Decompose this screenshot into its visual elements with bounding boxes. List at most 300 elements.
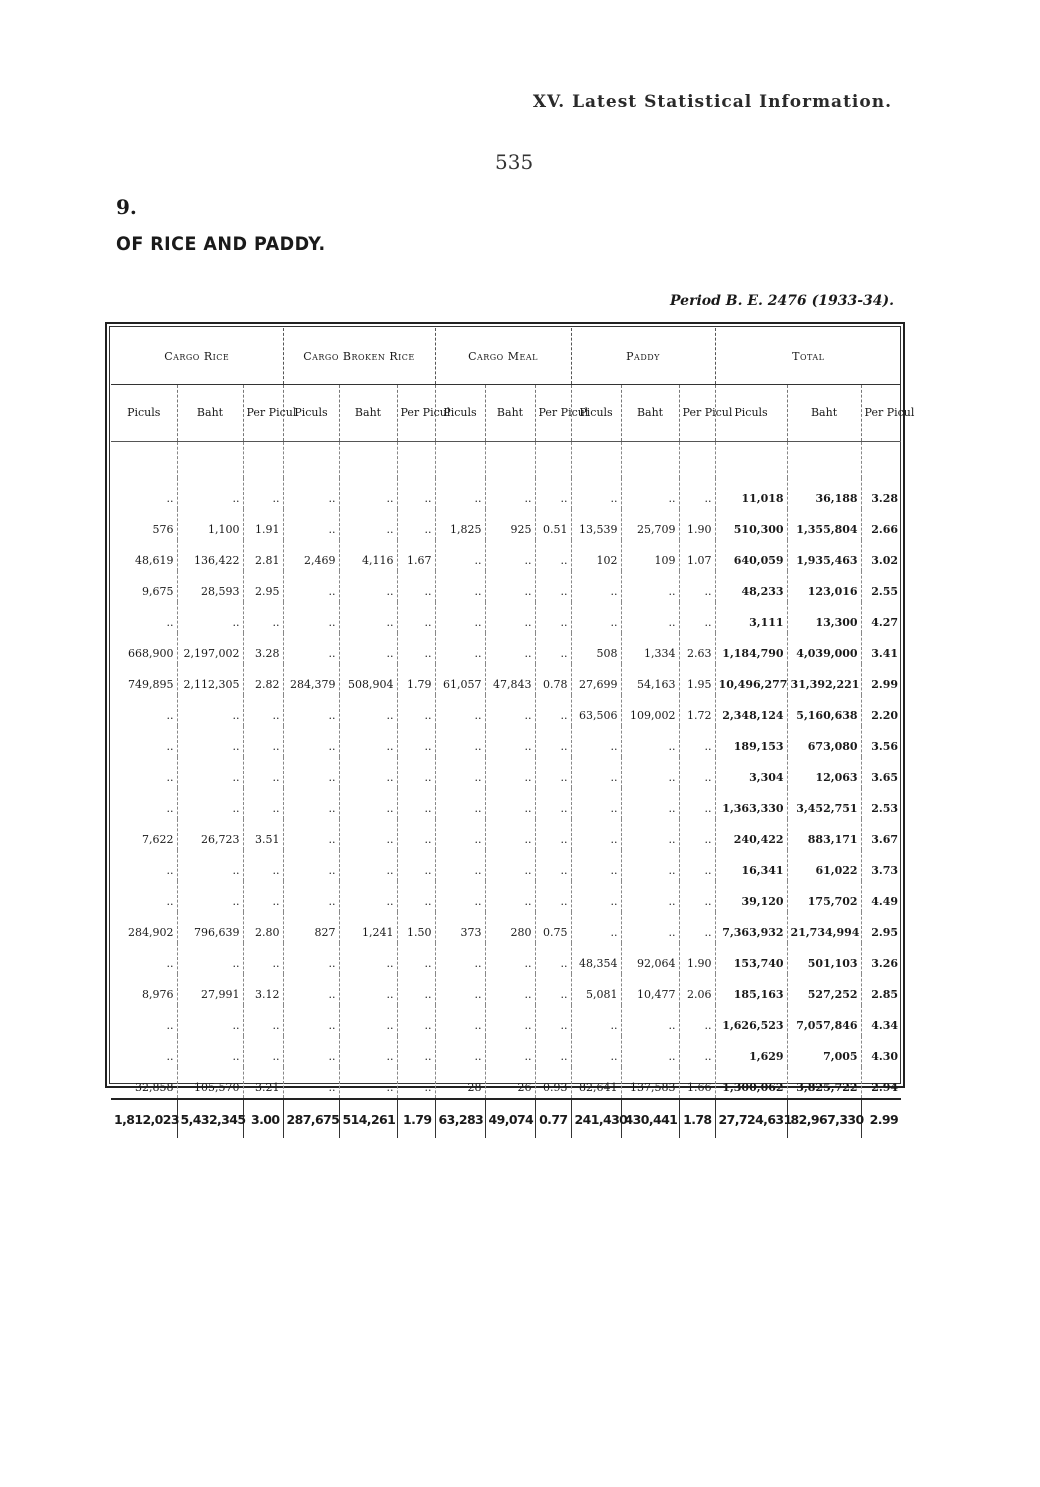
- table-cell: ..: [243, 757, 283, 788]
- table-cell: ..: [571, 1005, 621, 1036]
- table-cell: ..: [485, 850, 535, 881]
- column-header: Piculs: [435, 385, 485, 442]
- table-cell: ..: [679, 571, 715, 602]
- table-cell: ..: [339, 1067, 397, 1099]
- table-cell: ..: [111, 850, 177, 881]
- table-cell: ..: [485, 1005, 535, 1036]
- table-cell: 109: [621, 540, 679, 571]
- table-cell: ..: [339, 881, 397, 912]
- table-cell: 7,622: [111, 819, 177, 850]
- table-cell: ..: [339, 571, 397, 602]
- column-header: Piculs: [283, 385, 339, 442]
- column-header: Per Picul: [861, 385, 901, 442]
- table-cell: ..: [243, 788, 283, 819]
- table-cell: ..: [485, 788, 535, 819]
- table-cell: 3.26: [871, 957, 899, 970]
- table-cell: ..: [571, 757, 621, 788]
- table-cell: 137,583: [621, 1067, 679, 1099]
- table-cell: ..: [177, 726, 243, 757]
- table-cell: ..: [339, 757, 397, 788]
- spacer-row: [111, 442, 901, 479]
- table-cell: ..: [339, 478, 397, 509]
- table-cell: 1.66: [679, 1067, 715, 1099]
- total-cell: 1,812,023: [111, 1099, 177, 1138]
- table-cell: ..: [571, 602, 621, 633]
- running-head: XV. Latest Statistical Information.: [532, 92, 892, 112]
- table-cell: ..: [535, 1005, 571, 1036]
- total-cell: 49,074: [485, 1099, 535, 1138]
- table-cell: ..: [283, 943, 339, 974]
- table-row: [111, 509, 901, 540]
- table-cell: ..: [485, 819, 535, 850]
- table-cell: 25,709: [621, 509, 679, 540]
- total-cell: 5,432,345: [177, 1099, 243, 1138]
- table-cell: 749,895: [111, 664, 177, 695]
- table-cell: ..: [177, 788, 243, 819]
- table-cell: ..: [535, 726, 571, 757]
- table-row: [111, 881, 901, 912]
- page-number: 535: [495, 150, 534, 174]
- table-cell: 284,902: [111, 912, 177, 943]
- table-cell: 61,022: [787, 850, 861, 881]
- table-cell: ..: [679, 726, 715, 757]
- table-cell: 3.41: [871, 647, 899, 660]
- table-cell: ..: [111, 602, 177, 633]
- table-cell: 3.12: [243, 974, 283, 1005]
- table-cell: 3.51: [243, 819, 283, 850]
- table-cell: 2,469: [283, 540, 339, 571]
- table-cell: ..: [435, 726, 485, 757]
- table-cell: ..: [339, 1036, 397, 1067]
- table-cell: ..: [283, 819, 339, 850]
- table-cell: ..: [397, 602, 435, 633]
- table-cell: ..: [339, 819, 397, 850]
- table-cell: ..: [177, 881, 243, 912]
- table-cell: 9,675: [111, 571, 177, 602]
- table-cell: 280: [485, 912, 535, 943]
- table-cell: 2.06: [679, 974, 715, 1005]
- table-cell: 27,991: [177, 974, 243, 1005]
- table-cell: 109,002: [621, 695, 679, 726]
- table-cell: ..: [283, 726, 339, 757]
- table-row: [111, 819, 901, 850]
- table-cell: ..: [283, 602, 339, 633]
- table-cell: 508,904: [339, 664, 397, 695]
- column-header: Per Picul: [397, 385, 435, 442]
- table-cell: ..: [111, 881, 177, 912]
- table-cell: ..: [679, 819, 715, 850]
- table-cell: 2.94: [871, 1081, 899, 1094]
- table-cell: ..: [397, 881, 435, 912]
- table-cell: ..: [571, 850, 621, 881]
- table-cell: 796,639: [177, 912, 243, 943]
- table-cell: 640,059: [715, 540, 787, 571]
- table-cell: 0.78: [535, 664, 571, 695]
- table-cell: ..: [397, 757, 435, 788]
- table-cell: 2.63: [679, 633, 715, 664]
- statistics-table-frame: [105, 322, 915, 1127]
- table-cell: 5,081: [571, 974, 621, 1005]
- table-cell: 13,300: [787, 602, 861, 633]
- table-cell: 1.95: [679, 664, 715, 695]
- table-cell: ..: [485, 478, 535, 509]
- table-cell: ..: [339, 726, 397, 757]
- total-cell: 82,967,330: [787, 1099, 861, 1138]
- group-header-paddy: Paddy: [571, 328, 715, 385]
- table-cell: ..: [679, 602, 715, 633]
- table-cell: ..: [283, 1036, 339, 1067]
- table-cell: ..: [243, 602, 283, 633]
- table-cell: 925: [485, 509, 535, 540]
- table-cell: ..: [621, 819, 679, 850]
- table-cell: 39,120: [715, 881, 787, 912]
- table-cell: ..: [243, 1036, 283, 1067]
- table-cell: ..: [621, 602, 679, 633]
- table-cell: 1.72: [679, 695, 715, 726]
- table-cell: 1.67: [397, 540, 435, 571]
- table-cell: ..: [397, 943, 435, 974]
- column-header: Piculs: [571, 385, 621, 442]
- table-cell: 1,935,463: [787, 540, 861, 571]
- table-row: [111, 757, 901, 788]
- table-cell: ..: [397, 726, 435, 757]
- table-cell: 102: [571, 540, 621, 571]
- table-cell: 2.66: [871, 523, 899, 536]
- table-cell: 32,858: [111, 1067, 177, 1099]
- table-cell: 61,057: [435, 664, 485, 695]
- table-cell: ..: [621, 912, 679, 943]
- table-cell: ..: [535, 974, 571, 1005]
- table-cell: 3.65: [871, 771, 899, 784]
- section-number: 9.: [116, 195, 137, 219]
- table-cell: 3,111: [715, 602, 787, 633]
- table-row: [111, 912, 901, 943]
- table-cell: ..: [571, 726, 621, 757]
- total-cell: 1.79: [397, 1099, 435, 1138]
- table-cell: ..: [435, 540, 485, 571]
- table-cell: 2,112,305: [177, 664, 243, 695]
- total-cell: 1.78: [679, 1099, 715, 1138]
- table-cell: 1.90: [679, 509, 715, 540]
- table-cell: 21,734,994: [787, 912, 861, 943]
- table-cell: ..: [111, 478, 177, 509]
- table-cell: ..: [679, 478, 715, 509]
- table-cell: ..: [679, 757, 715, 788]
- table-cell: 28: [435, 1067, 485, 1099]
- table-cell: 1,363,330: [715, 788, 787, 819]
- table-row: [111, 664, 901, 695]
- table-cell: ..: [397, 478, 435, 509]
- table-cell: ..: [397, 819, 435, 850]
- table-cell: 1.90: [679, 943, 715, 974]
- table-cell: ..: [435, 478, 485, 509]
- table-cell: ..: [485, 943, 535, 974]
- table-cell: ..: [177, 695, 243, 726]
- table-cell: ..: [435, 788, 485, 819]
- column-header: Baht: [621, 385, 679, 442]
- table-cell: ..: [485, 757, 535, 788]
- table-cell: ..: [177, 943, 243, 974]
- table-cell: ..: [283, 850, 339, 881]
- table-cell: 1,184,790: [715, 633, 787, 664]
- table-cell: ..: [435, 571, 485, 602]
- table-row: [111, 850, 901, 881]
- table-cell: ..: [621, 571, 679, 602]
- table-cell: ..: [339, 943, 397, 974]
- table-cell: 3.73: [871, 864, 899, 877]
- table-cell: 0.75: [535, 912, 571, 943]
- table-cell: ..: [283, 974, 339, 1005]
- table-row: [111, 1067, 901, 1099]
- table-cell: ..: [621, 788, 679, 819]
- table-cell: 185,163: [715, 974, 787, 1005]
- table-cell: 0.51: [535, 509, 571, 540]
- table-cell: ..: [621, 757, 679, 788]
- table-cell: 1.91: [243, 509, 283, 540]
- table-row: [111, 1036, 901, 1067]
- table-cell: ..: [435, 819, 485, 850]
- table-cell: 3.67: [871, 833, 899, 846]
- table-cell: 136,422: [177, 540, 243, 571]
- table-cell: ..: [535, 633, 571, 664]
- total-cell: 430,441: [621, 1099, 679, 1138]
- table-cell: 2.95: [871, 926, 899, 939]
- table-cell: 883,171: [787, 819, 861, 850]
- table-cell: ..: [283, 695, 339, 726]
- column-header: Baht: [787, 385, 861, 442]
- table-cell: 1,629: [715, 1036, 787, 1067]
- table-cell: 2.85: [871, 988, 899, 1001]
- table-cell: ..: [339, 1005, 397, 1036]
- table-cell: ..: [485, 540, 535, 571]
- table-cell: ..: [111, 1036, 177, 1067]
- table-cell: ..: [283, 509, 339, 540]
- table-cell: ..: [679, 850, 715, 881]
- table-cell: ..: [535, 881, 571, 912]
- table-row: [111, 726, 901, 757]
- table-cell: 47,843: [485, 664, 535, 695]
- table-cell: 827: [283, 912, 339, 943]
- table-cell: ..: [679, 1005, 715, 1036]
- table-cell: 31,392,221: [787, 664, 861, 695]
- table-cell: ..: [339, 695, 397, 726]
- table-cell: ..: [535, 571, 571, 602]
- rice-paddy-table: [111, 328, 915, 1138]
- table-cell: ..: [283, 1005, 339, 1036]
- table-cell: 54,163: [621, 664, 679, 695]
- group-header-row: [111, 328, 901, 385]
- table-cell: ..: [621, 1005, 679, 1036]
- table-cell: 7,363,932: [715, 912, 787, 943]
- table-cell: ..: [485, 1036, 535, 1067]
- table-cell: ..: [177, 757, 243, 788]
- table-cell: ..: [571, 1036, 621, 1067]
- table-cell: 82,641: [571, 1067, 621, 1099]
- column-header: Per Picul: [679, 385, 715, 442]
- table-cell: 668,900: [111, 633, 177, 664]
- table-cell: 4,116: [339, 540, 397, 571]
- table-title: OF RICE AND PADDY.: [116, 233, 326, 255]
- table-row: [111, 540, 901, 571]
- table-cell: 4.49: [871, 895, 899, 908]
- table-cell: ..: [111, 943, 177, 974]
- table-cell: 5,160,638: [787, 695, 861, 726]
- table-cell: ..: [243, 881, 283, 912]
- table-cell: 27,699: [571, 664, 621, 695]
- group-header-cargo-rice: Cargo Rice: [111, 328, 283, 385]
- table-cell: 11,018: [715, 478, 787, 509]
- table-cell: 16,341: [715, 850, 787, 881]
- table-cell: ..: [535, 788, 571, 819]
- table-cell: ..: [397, 1036, 435, 1067]
- table-cell: 175,702: [787, 881, 861, 912]
- table-cell: 576: [111, 509, 177, 540]
- table-cell: ..: [535, 757, 571, 788]
- table-cell: ..: [679, 912, 715, 943]
- table-cell: 4.27: [871, 616, 899, 629]
- column-header: Piculs: [715, 385, 787, 442]
- table-cell: 105,570: [177, 1067, 243, 1099]
- table-cell: 2.99: [871, 678, 899, 691]
- table-row: [111, 1005, 901, 1036]
- table-cell: 189,153: [715, 726, 787, 757]
- table-cell: ..: [435, 974, 485, 1005]
- table-cell: 1,300,062: [715, 1067, 787, 1099]
- table-cell: 4,039,000: [787, 633, 861, 664]
- table-cell: ..: [571, 819, 621, 850]
- table-cell: ..: [177, 1036, 243, 1067]
- table-cell: ..: [435, 602, 485, 633]
- table-cell: ..: [283, 881, 339, 912]
- table-cell: 1.79: [397, 664, 435, 695]
- table-cell: 13,539: [571, 509, 621, 540]
- table-cell: ..: [679, 881, 715, 912]
- table-body: [111, 442, 901, 1139]
- table-cell: 7,057,846: [787, 1005, 861, 1036]
- table-cell: ..: [397, 1005, 435, 1036]
- table-cell: ..: [111, 726, 177, 757]
- table-cell: 2.81: [243, 540, 283, 571]
- table-cell: 2.82: [243, 664, 283, 695]
- table-cell: ..: [571, 881, 621, 912]
- table-cell: 36,188: [787, 478, 861, 509]
- table-cell: ..: [485, 602, 535, 633]
- table-cell: ..: [621, 478, 679, 509]
- table-cell: 501,103: [787, 943, 861, 974]
- table-cell: ..: [485, 633, 535, 664]
- total-cell: 63,283: [435, 1099, 485, 1138]
- table-cell: ..: [571, 478, 621, 509]
- table-cell: ..: [283, 1067, 339, 1099]
- table-cell: 10,496,277: [715, 664, 787, 695]
- column-header: Baht: [485, 385, 535, 442]
- table-cell: ..: [283, 757, 339, 788]
- table-cell: ..: [485, 695, 535, 726]
- column-header: Per Picul: [243, 385, 283, 442]
- table-cell: ..: [435, 1036, 485, 1067]
- table-cell: ..: [535, 819, 571, 850]
- table-cell: ..: [243, 726, 283, 757]
- table-cell: ..: [397, 974, 435, 1005]
- table-cell: ..: [397, 788, 435, 819]
- table-cell: 2.55: [871, 585, 899, 598]
- table-cell: ..: [535, 1036, 571, 1067]
- table-cell: ..: [535, 602, 571, 633]
- table-cell: 2.80: [243, 912, 283, 943]
- table-row: [111, 571, 901, 602]
- table-cell: ..: [535, 943, 571, 974]
- table-cell: 1,334: [621, 633, 679, 664]
- table-cell: 3.28: [243, 633, 283, 664]
- table-cell: ..: [243, 850, 283, 881]
- table-cell: 2,197,002: [177, 633, 243, 664]
- table-row: [111, 695, 901, 726]
- table-cell: ..: [435, 943, 485, 974]
- table-cell: ..: [485, 974, 535, 1005]
- table-cell: 1.07: [679, 540, 715, 571]
- table-cell: 673,080: [787, 726, 861, 757]
- table-cell: ..: [339, 602, 397, 633]
- table-cell: 3,304: [715, 757, 787, 788]
- table-cell: 510,300: [715, 509, 787, 540]
- table-cell: 3,825,722: [787, 1067, 861, 1099]
- table-cell: ..: [621, 1036, 679, 1067]
- table-cell: ..: [339, 788, 397, 819]
- table-row: [111, 788, 901, 819]
- table-cell: ..: [621, 726, 679, 757]
- table-cell: 2.95: [243, 571, 283, 602]
- table-cell: 48,354: [571, 943, 621, 974]
- table-cell: 10,477: [621, 974, 679, 1005]
- table-cell: ..: [339, 974, 397, 1005]
- table-cell: ..: [243, 943, 283, 974]
- table-row: [111, 602, 901, 633]
- table-cell: ..: [485, 726, 535, 757]
- table-cell: ..: [435, 695, 485, 726]
- table-cell: 26: [485, 1067, 535, 1099]
- table-cell: ..: [243, 695, 283, 726]
- table-cell: 2.53: [871, 802, 899, 815]
- table-cell: ..: [177, 1005, 243, 1036]
- table-cell: 92,064: [621, 943, 679, 974]
- table-cell: 26,723: [177, 819, 243, 850]
- table-cell: 2.20: [871, 709, 899, 722]
- table-cell: ..: [571, 788, 621, 819]
- table-cell: ..: [435, 633, 485, 664]
- table-row: [111, 478, 901, 509]
- table-cell: ..: [177, 850, 243, 881]
- table-cell: ..: [339, 850, 397, 881]
- table-cell: ..: [679, 788, 715, 819]
- table-cell: ..: [397, 850, 435, 881]
- table-cell: 3.02: [871, 554, 899, 567]
- total-cell: 2.99: [861, 1099, 901, 1138]
- table-cell: 3.56: [871, 740, 899, 753]
- table-cell: ..: [435, 850, 485, 881]
- table-cell: 1,626,523: [715, 1005, 787, 1036]
- table-row: [111, 974, 901, 1005]
- total-cell: 287,675: [283, 1099, 339, 1138]
- table-cell: 1,825: [435, 509, 485, 540]
- table-cell: ..: [435, 1005, 485, 1036]
- table-cell: ..: [177, 602, 243, 633]
- total-cell: 0.77: [535, 1099, 571, 1138]
- total-cell: 27,724,631: [715, 1099, 787, 1138]
- total-cell: 241,430: [571, 1099, 621, 1138]
- table-cell: ..: [111, 695, 177, 726]
- table-cell: ..: [397, 509, 435, 540]
- table-cell: ..: [571, 912, 621, 943]
